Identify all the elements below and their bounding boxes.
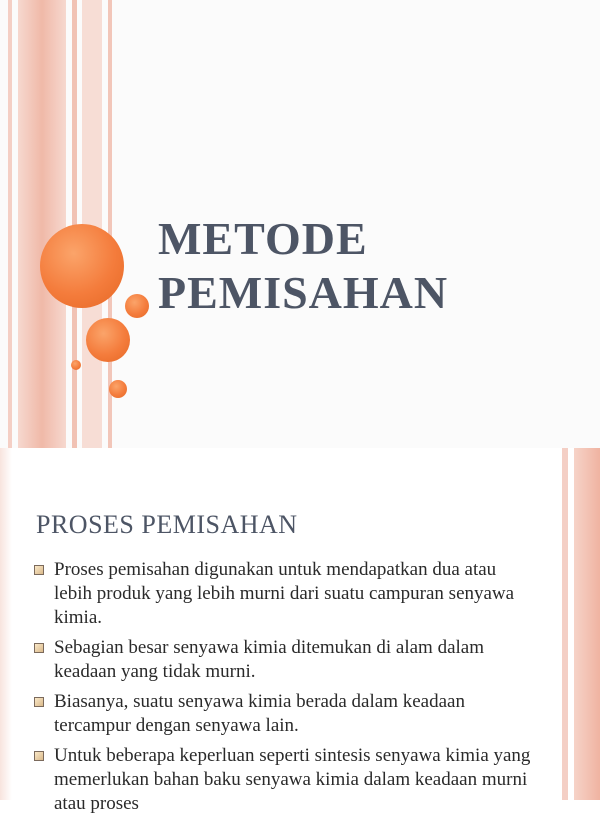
decorative-stripe: [18, 0, 66, 448]
bullet-text: Untuk beberapa keperluan seperti sintesis senyawa kimia yang memerlukan bahan baku senyawa kimia dalam keadaan murni atau proses: [54, 745, 531, 814]
square-bullet-icon: [34, 643, 44, 653]
bullet-text: Biasanya, suatu senyawa kimia berada dalam keadaan tercampur dengan senyawa lain.: [54, 691, 465, 736]
slide-title-line-2: PEMISAHAN: [158, 267, 449, 318]
slide-title: [158, 212, 448, 320]
decorative-circle-small: [109, 380, 127, 398]
decorative-stripe: [8, 0, 12, 448]
slide-title-line-1: METODE: [158, 213, 368, 264]
bullet-text: Sebagian besar senyawa kimia ditemukan di alam dalam keadaan yang tidak murni.: [54, 637, 484, 682]
decorative-circle-tiny: [71, 360, 81, 370]
decorative-stripe: [108, 0, 112, 448]
decorative-stripe: [0, 448, 12, 800]
bullet-text: Proses pemisahan digunakan untuk mendapatkan dua atau lebih produk yang lebih murni dari suatu campuran senyawa kimia.: [54, 559, 515, 628]
bullet-list: [34, 558, 534, 822]
decorative-circle-medium: [86, 318, 130, 362]
bullet-item: [34, 636, 534, 684]
decorative-stripe: [562, 448, 568, 800]
section-heading: PROSES PEMISAHAN: [36, 510, 298, 539]
square-bullet-icon: [34, 565, 44, 575]
square-bullet-icon: [34, 697, 44, 707]
bullet-item: [34, 558, 534, 630]
decorative-stripe: [574, 448, 600, 800]
content-slide: [0, 448, 600, 814]
decorative-circle-large: [40, 224, 124, 308]
bullet-item: [34, 744, 534, 816]
square-bullet-icon: [34, 751, 44, 761]
decorative-circle-small: [125, 294, 149, 318]
bullet-item: [34, 690, 534, 738]
